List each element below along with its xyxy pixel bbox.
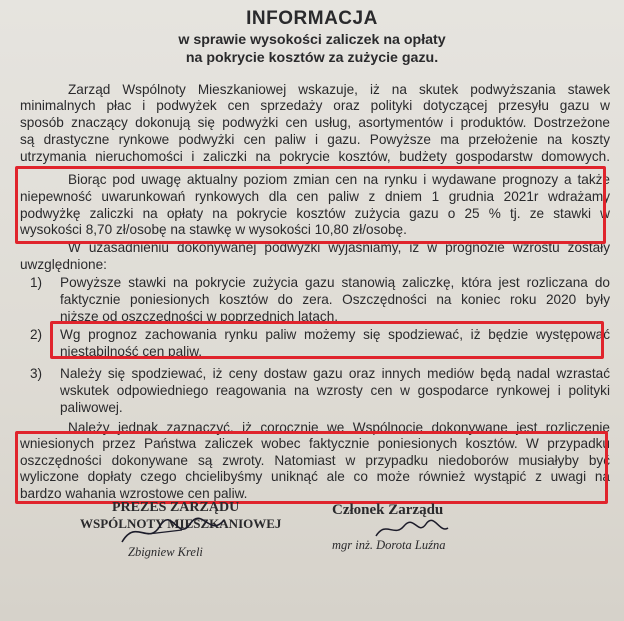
list-item-1-continued — [30, 292, 610, 308]
list-item-line: Należy się spodziewać, iż ceny dostaw gazu oraz innych mediów będą nadal wzrastać — [60, 366, 610, 381]
signature-left-role-line-2: WSPÓLNOTY MIESZKANIOWEJ — [80, 516, 282, 531]
list-item-line: wskutek odpowiedniego reagowania na wzrosty cen w gospodarce rynkowej i polityki — [60, 383, 610, 398]
closing-line-2: wniesionych przez Państwa zaliczek wobec faktycznie poniesionych kosztów. W przypadku — [20, 436, 610, 451]
list-item-line: faktycznie poniesionych kosztów do zera. Oszczędności na koniec roku 2020 były — [60, 292, 610, 307]
justification-line-1: W uzasadnieniu dokonywanej podwyżki wyjaśniamy, iż w prognozie wzrostu zostały — [68, 240, 610, 255]
list-item-line: Powyższe stawki na pokrycie zużycia gazu stanowią zaliczkę, która jest rozliczana do — [60, 275, 610, 290]
increase-line-2: niepewność uwarunkowań rynkowych dla cen paliw z dniem 1 grudnia 2021r wdrażamy — [20, 189, 610, 204]
list-item-1 — [30, 275, 610, 291]
closing-line-5: bardzo wahania wzrostowe cen paliw. — [20, 486, 248, 501]
increase-line-3: podwyżkę zaliczki na opłaty na pokrycie kosztów zużycia gazu o 25 % tj. ze stawki w — [20, 206, 610, 221]
list-item-1-continued — [30, 309, 610, 325]
increase-line-1: Biorąc pod uwagę aktualny poziom zmian cen na rynku i wydawane prognozy a także — [68, 172, 610, 187]
list-number: 3) — [30, 366, 43, 381]
intro-line-4: są drastyczne rynkowe podwyżki cen paliw i gazu. Powyższe ma przełożenie na koszty — [20, 132, 610, 147]
closing-line-1: Należy jednak zaznaczyć, iż corocznie we Wspólnocie dokonywane jest rozliczenie — [68, 420, 610, 435]
list-item-line: niestabilność cen paliw. — [60, 344, 203, 359]
intro-line-5: utrzymania nieruchomości i zaliczki na pokrycie kosztów, budżety gospodarstw domowych. — [20, 149, 610, 164]
intro-line-3: sposób znaczący dokonują się podwyżki cen usług, asortymentów i produktów. Dostrzeżone — [20, 115, 610, 130]
signature-right-name: mgr inż. Dorota Luźna — [332, 538, 446, 552]
document-subtitle-line-2: na pokrycie kosztów za zużycie gazu. — [185, 50, 439, 66]
closing-line-4: wyliczone dopłaty czego chcielibyśmy uniknąć ale co może również wystąpić z uwagi na — [20, 469, 610, 484]
signature-right-role: Członek Zarządu — [332, 502, 444, 518]
closing-line-3: oszczędności dokonywane są zwroty. Natomiast w przypadku niedoborów musiałyby być — [20, 453, 610, 468]
list-item-2 — [30, 327, 610, 343]
document-title: INFORMACJA — [246, 8, 378, 29]
document-subtitle-line-1: w sprawie wysokości zaliczek na opłaty — [178, 32, 446, 48]
list-item-3-continued — [30, 400, 610, 416]
signature-left-name: Zbigniew Kreli — [128, 545, 203, 559]
list-number: 1) — [30, 275, 43, 290]
list-item-line: niższe od oszczędności w poprzednich latach. — [60, 309, 339, 324]
list-item-line: paliwowej. — [60, 400, 123, 415]
intro-line-2: minimalnych płac i podwyżek cen sprzedaży oraz polityki dotyczącej przesyłu gazu w — [20, 98, 610, 113]
signature-left-role-line-1: PREZES ZARZĄDU — [112, 500, 240, 515]
list-item-3 — [30, 366, 610, 382]
list-number: 2) — [30, 327, 43, 342]
increase-line-4: wysokości 8,70 zł/osobę na stawkę w wysokości 10,80 zł/osobę. — [20, 222, 407, 237]
intro-line-1: Zarząd Wspólnoty Mieszkaniowej wskazuje, iż na skutek podwyższania stawek — [68, 82, 610, 97]
justification-line-2: uwzględnione: — [20, 257, 107, 272]
list-item-line: Wg prognoz zachowania rynku paliw możemy się spodziewać, iż będzie występować — [60, 327, 610, 342]
list-item-3-continued — [30, 383, 610, 399]
list-item-2-continued — [30, 344, 610, 360]
